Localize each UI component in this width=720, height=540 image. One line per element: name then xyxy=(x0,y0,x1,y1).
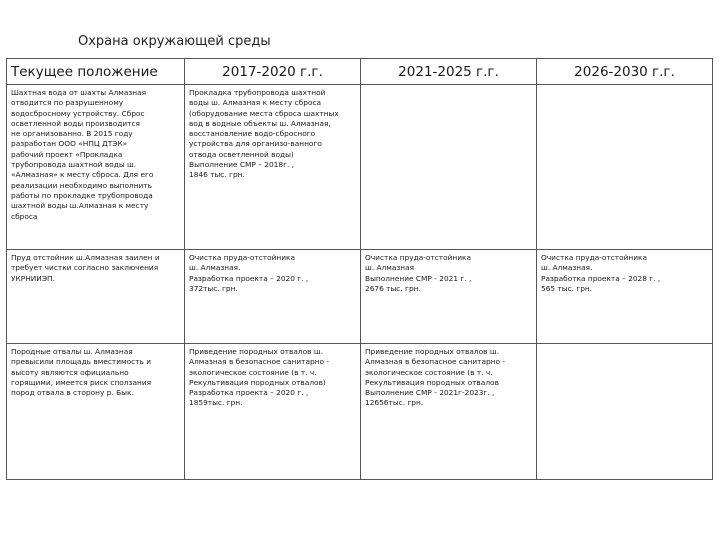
table-cell: Шахтная вода от шахты Алмазная отводится по разрушенному водосбросному устройству. Сброс осветленной воды производится не организованно. В 2015 году разработан ООО «НПЦ ДТЭК» рабочий проект «Прокладка трубопровода шахтной воды ш. «Алмазная» к месту сброса. Для его реализации необходимо выполнить работы по прокладке трубопровода шахтной воды ш.Алмазная к месту сброса xyxy=(7,85,185,250)
table-cell: Пруд отстойник ш.Алмазная заилен и требует чистки согласно заключения УКРНИИЭП. xyxy=(7,250,185,344)
header-2017-2020: 2017-2020 г.г. xyxy=(185,59,361,85)
header-current-state: Текущее положение xyxy=(7,59,185,85)
table-cell: Приведение породных отвалов ш. Алмазная в безопасное санитарно - экологическое состояние (в т. ч. Рекультивация породных отвалов) Разработка проекта – 2020 г. , 1859тыс. грн. xyxy=(185,344,361,480)
environment-table xyxy=(6,58,713,480)
table-row-mine-water xyxy=(7,85,713,250)
table-row-settling-pond xyxy=(7,250,713,344)
table-cell: Очистка пруда-отстойника ш. Алмазная Выполнение СМР - 2021 г. , 2676 тыс. грн. xyxy=(361,250,537,344)
page-title: Охрана окружающей среды xyxy=(78,34,271,49)
table-cell: Породные отвалы ш. Алмазная превысили площадь вместимость и высоту являются официально горящими, имеется риск сползания пород отвала в сторону р. Бык. xyxy=(7,344,185,480)
header-2026-2030: 2026-2030 г.г. xyxy=(537,59,713,85)
table-cell: Очистка пруда-отстойника ш. Алмазная. Разработка проекта – 2020 г. , 372тыс. грн. xyxy=(185,250,361,344)
table-row-rock-dumps xyxy=(7,344,713,480)
table-cell: Приведение породных отвалов ш. Алмазная в безопасное санитарно - экологическое состояние (в т. ч. Рекультивация породных отвалов Выполнение СМР - 2021г-2023г. , 12656тыс. грн. xyxy=(361,344,537,480)
table-cell xyxy=(361,85,537,250)
table-cell xyxy=(537,85,713,250)
table-cell: Прокладка трубопровода шахтной воды ш. Алмазная к месту сброса (оборудование места сброса шахтных вод в водные объекты ш. Алмазная, восстановление водо-сбросного устройства для организо-ванного отвода осветленной воды) Выполнение СМР – 2018г. , 1846 тыс. грн. xyxy=(185,85,361,250)
table-cell xyxy=(537,344,713,480)
table-cell: Очистка пруда-отстойника ш. Алмазная. Разработка проекта – 2028 г. , 565 тыс. грн. xyxy=(537,250,713,344)
header-2021-2025: 2021-2025 г.г. xyxy=(361,59,537,85)
header-row xyxy=(7,59,713,85)
